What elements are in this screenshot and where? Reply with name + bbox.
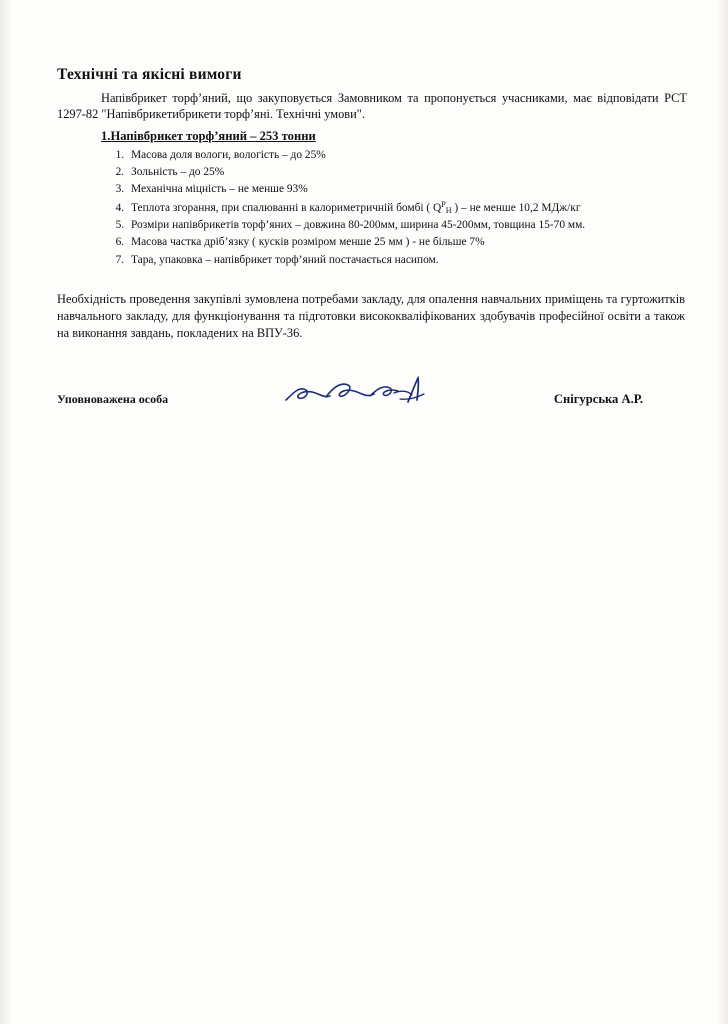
spec-text-4: Теплота згорання, при спалюванні в калориметричній бомбі ( $Q^P_Н$ ) – не менше 10,2 МДж/кг [131, 199, 581, 215]
list-item [127, 217, 687, 234]
intro-paragraph: Напівбрикет торф’яний, що закуповується Замовником та пропонується учасниками, має відповідати РСТ 1297-82 "Напівбрикетибрикети торф’яні. Технічні умови". [57, 91, 687, 122]
list-item [127, 181, 687, 198]
spec-text-5: Розміри напівбрикетів торф’яних – довжина 80-200мм, ширина 45-200мм, товщина 15-70 мм. [131, 219, 586, 232]
signatory-role-label: Уповноважена особа [57, 392, 169, 407]
list-item [127, 252, 687, 269]
spec-text-2: Зольність – до 25% [131, 166, 225, 179]
spec-text-3: Механічна міцність – не менше 93% [131, 183, 308, 196]
justification-paragraph: Необхідність проведення закупівлі зумовлена потребами закладу, для опалення навчальних приміщень та гуртожитків навчального закладу, для функціонування та підготовки висококваліфікованих здобувачів професійної освіти а також на виконання завдань, покладених на ВПУ-36. [57, 292, 685, 341]
document-content [57, 66, 687, 418]
spec-text-1: Масова доля вологи, вологість – до 25% [131, 148, 326, 161]
list-item [127, 147, 687, 164]
page-title: Технічні та якісні вимоги [57, 66, 242, 83]
signer-name: Снігурська А.Р. [553, 392, 643, 407]
signature-block [57, 382, 687, 418]
handwritten-signature-icon [282, 376, 452, 410]
list-item [127, 199, 687, 217]
spec-text-7: Тара, упаковка – напівбрикет торф’яний постачається насипом. [131, 253, 439, 266]
specification-list [101, 147, 687, 269]
list-item [127, 234, 687, 251]
list-item [127, 164, 687, 181]
section-heading: 1.Напівбрикет торф’яний – 253 тонни [101, 128, 316, 143]
spec-text-6: Масова частка дріб’язку ( кусків розміром менше 25 мм ) - не більше 7% [131, 236, 485, 249]
